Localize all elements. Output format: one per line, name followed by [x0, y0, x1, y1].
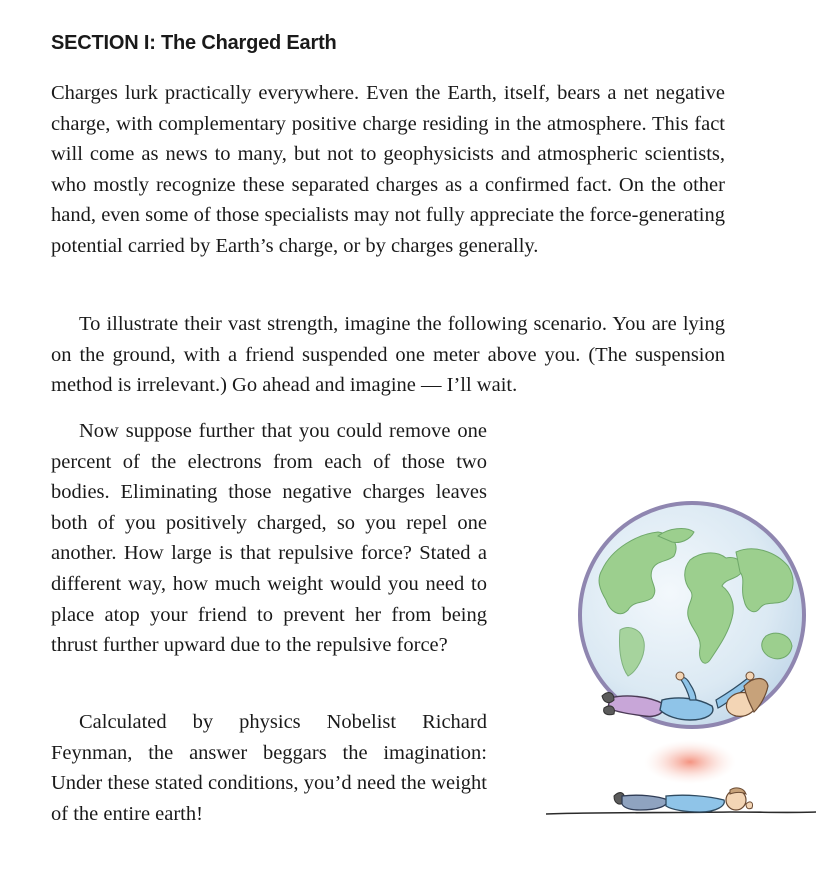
- repulsion-glow: [644, 740, 736, 784]
- section-heading: SECTION I: The Charged Earth: [51, 32, 337, 54]
- paragraph-2: To illustrate their vast strength, imagine the following scenario. You are lying on the ground, with a friend suspended one meter above you. (The suspension method is irrelevant.) Go ahead and imagine — I’ll wait.: [51, 313, 725, 397]
- paragraph-1: Charges lurk practically everywhere. Even the Earth, itself, bears a net negative charge, with complementary positive charge residing in the atmosphere. This fact will come as news to many, but not to geophysicists and atmospheric scientists, who mostly recognize these separated charges as a confirmed fact. On the other hand, even some of those specialists may not fully appreciate the force-generating potential carried by Earth’s charge, or by charges generally.: [51, 82, 725, 257]
- ground-person-icon: [546, 788, 816, 814]
- paragraph-3: Now suppose further that you could remove one percent of the electrons from each of those two bodies. Eliminating those negative charges leaves both of you positively charged, so you repel one another. How large is that repulsive force? Stated a different way, how much weight would you need to place atop your friend to prevent her from being thrust further upward due to the repulsive force?: [51, 420, 487, 657]
- paragraph-4: Calculated by physics Nobelist Richard Feynman, the answer beggars the imagination: Under these stated conditions, you’d need the weight of the entire earth!: [51, 711, 487, 825]
- globe-repulsion-illustration: [540, 500, 820, 840]
